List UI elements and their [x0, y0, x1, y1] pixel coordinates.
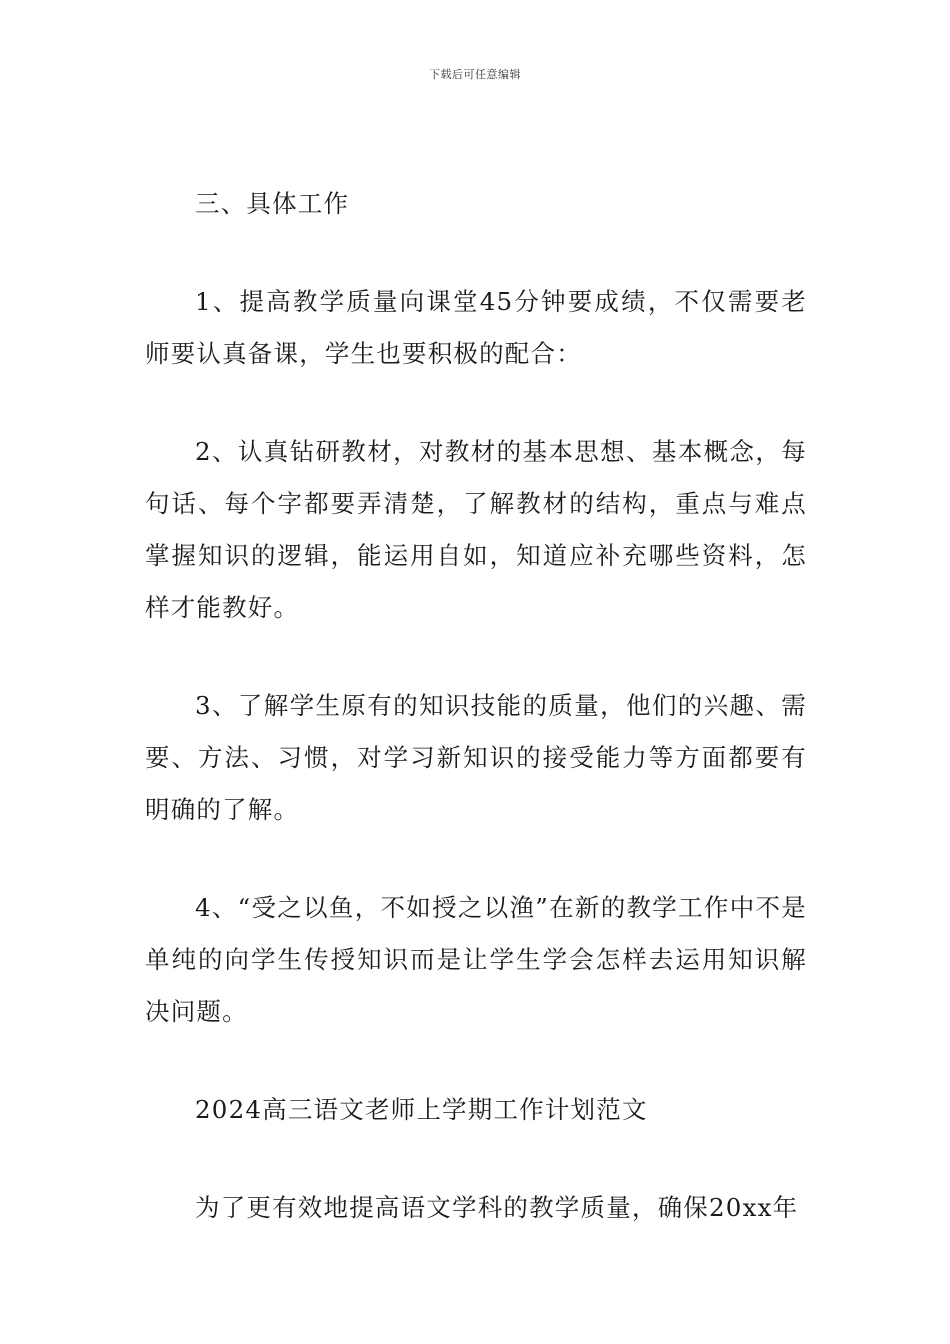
article-title: 2024高三语文老师上学期工作计划范文	[195, 1095, 648, 1124]
list-item: 3、了解学生原有的知识技能的质量，他们的兴趣、需要、方法、习惯，对学习新知识的接受能力等方面都要有明确的了解。	[145, 691, 807, 824]
header-note: 下载后可任意编辑	[429, 68, 521, 81]
list-item: 4、“受之以鱼，不如授之以渔”在新的教学工作中不是单纯的向学生传授知识而是让学生学会怎样去运用知识解决问题。	[145, 893, 807, 1026]
intro-paragraph: 为了更有效地提高语文学科的教学质量，确保20xx年	[195, 1193, 799, 1222]
list-item: 2、认真钻研教材，对教材的基本思想、基本概念，每句话、每个字都要弄清楚，了解教材的结构，重点与难点掌握知识的逻辑，能运用自如，知道应补充哪些资料，怎样才能教好。	[145, 437, 807, 622]
list-item: 1、提高教学质量向课堂45分钟要成绩，不仅需要老师要认真备课，学生也要积极的配合：	[145, 287, 807, 368]
document-body	[145, 178, 807, 1234]
section-heading: 三、具体工作	[195, 189, 350, 218]
